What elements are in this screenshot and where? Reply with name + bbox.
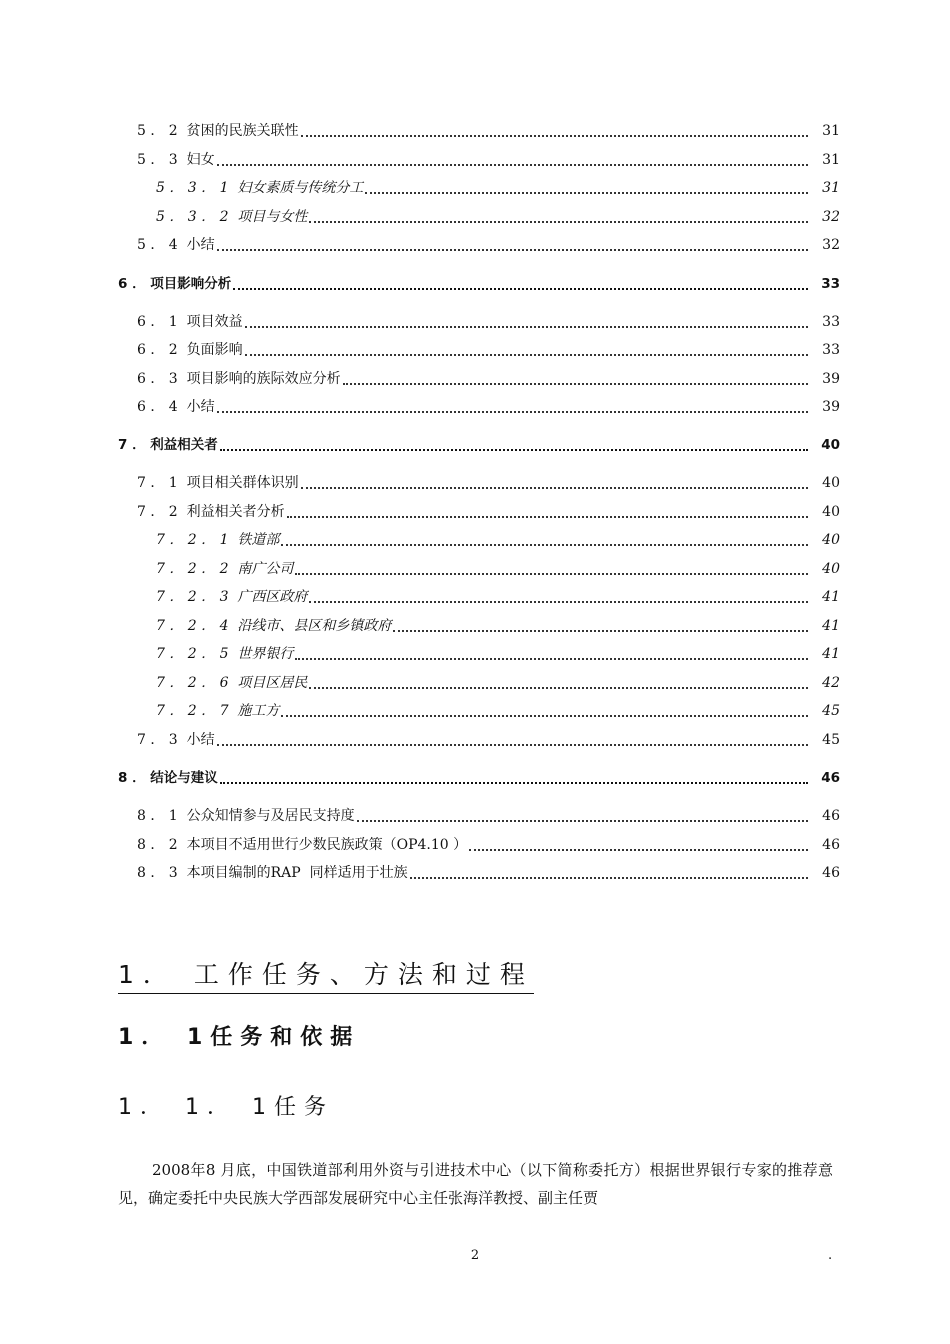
toc-entry-page: 40 [822,561,840,577]
toc-entry-page: 41 [822,589,840,605]
toc-entry-page: 31 [822,123,840,139]
toc-leader-dots [281,544,808,546]
toc-leader-dots [245,326,808,328]
toc-entry-label: 7 ． 3 小结 [137,732,215,748]
toc-entry-label: 5 ． 3 ． 2 项目与女性 [156,209,308,225]
body-paragraph: 2008年8 月底，中国铁道部利用外资与引进技术中心（以下简称委托方）根据世界银行专家的推荐意见，确定委托中央民族大学西部发展研究中心主任张海洋教授、副主任贾 [118,1161,833,1207]
toc-leader-dots [295,573,808,575]
toc-entry-page: 40 [822,532,840,548]
toc-leader-dots [233,288,808,290]
toc-leader-dots [309,601,808,603]
toc-entry-label: 6 ． 3 项目影响的族际效应分析 [137,371,341,387]
footer-dot: . [828,1248,833,1263]
toc-entry-page: 45 [822,703,840,719]
toc-entry-label: 5 ． 3 妇女 [137,152,215,168]
toc-entry-label: 7 ． 2 ． 6 项目区居民 [156,675,308,691]
toc-entry-label: 7 ． 2 ． 4 沿线市、县区和乡镇政府 [156,618,392,634]
toc-entry[interactable] [118,432,840,454]
toc-leader-dots [220,449,808,451]
toc-entry-page: 40 [821,437,840,453]
toc-entry-page: 32 [822,237,840,253]
toc-entry[interactable] [156,556,840,578]
toc-entry[interactable] [137,366,840,388]
toc-entry[interactable] [137,309,840,331]
toc-entry-page: 42 [822,675,840,691]
toc-entry-label: 7 ． 2 ． 1 铁道部 [156,532,280,548]
toc-entry-page: 31 [822,180,840,196]
toc-entry-label: 6 ． 1 项目效益 [137,314,243,330]
toc-entry-page: 32 [822,209,840,225]
toc-leader-dots [245,354,808,356]
toc-entry-label: 6 ． 项目影响分析 [118,276,232,292]
toc-entry[interactable] [137,832,840,854]
toc-entry[interactable] [118,765,840,787]
toc-entry-label: 5 ． 2 贫困的民族关联性 [137,123,299,139]
toc-entry[interactable] [137,470,840,492]
toc-entry-label: 7 ． 2 ． 5 世界银行 [156,646,294,662]
toc-leader-dots [365,192,808,194]
toc-entry-label: 7 ． 2 ． 3 广西区政府 [156,589,308,605]
toc-entry[interactable] [137,147,840,169]
toc-leader-dots [309,687,808,689]
toc-entry-page: 46 [822,837,840,853]
toc-entry-label: 8 ． 3 本项目编制的RAP 同样适用于壮族 [137,865,408,881]
toc-leader-dots [393,630,808,632]
toc-entry[interactable] [137,803,840,825]
toc-entry[interactable] [137,727,840,749]
toc-entry-label: 7 ． 2 ． 7 施工方 [156,703,280,719]
toc-entry[interactable] [137,499,840,521]
toc-entry-page: 39 [822,371,840,387]
toc-leader-dots [281,715,808,717]
toc-entry[interactable] [156,204,840,226]
toc-leader-dots [469,849,808,851]
toc-entry[interactable] [156,175,840,197]
toc-leader-dots [220,782,808,784]
toc-entry[interactable] [137,337,840,359]
toc-entry-label: 8 ． 结论与建议 [118,770,218,786]
toc-entry[interactable] [137,860,840,882]
section-heading-1: 1． 工作任务、方法和过程 [118,955,534,994]
toc-entry[interactable] [156,527,840,549]
section-heading-1-1-1: 1． 1． 1任务 [118,1095,334,1120]
toc-entry-label: 7 ． 利益相关者 [118,437,218,453]
toc-entry-page: 41 [822,646,840,662]
toc-entry-page: 31 [822,152,840,168]
toc-entry[interactable] [118,271,840,293]
toc-leader-dots [217,411,808,413]
toc-entry-label: 5 ． 4 小结 [137,237,215,253]
toc-entry-page: 46 [822,808,840,824]
toc-entry-page: 40 [822,475,840,491]
toc-entry-page: 33 [821,276,840,292]
toc-entry[interactable] [156,670,840,692]
toc-leader-dots [309,221,808,223]
toc-entry-page: 46 [821,770,840,786]
toc-entry-label: 7 ． 2 ． 2 南广公司 [156,561,294,577]
page-number: 2 [470,1248,480,1263]
toc-leader-dots [410,877,808,879]
toc-entry[interactable] [156,698,840,720]
toc-entry-page: 40 [822,504,840,520]
toc-entry-page: 33 [822,314,840,330]
toc-entry[interactable] [137,118,840,140]
toc-leader-dots [343,383,808,385]
toc-entry[interactable] [137,394,840,416]
toc-entry-page: 39 [822,399,840,415]
toc-leader-dots [217,164,808,166]
toc-entry-label: 8 ． 2 本项目不适用世行少数民族政策（OP4.10 ） [137,837,468,853]
toc-entry-label: 8 ． 1 公众知情参与及居民支持度 [137,808,355,824]
toc-leader-dots [217,744,808,746]
toc-leader-dots [217,249,808,251]
toc-entry-label: 7 ． 1 项目相关群体识别 [137,475,299,491]
toc-entry-page: 33 [822,342,840,358]
toc-entry[interactable] [156,584,840,606]
toc-entry[interactable] [156,641,840,663]
toc-leader-dots [301,487,808,489]
toc-entry-label: 6 ． 4 小结 [137,399,215,415]
toc-entry-page: 41 [822,618,840,634]
toc-entry[interactable] [137,232,840,254]
section-heading-1-1: 1． 1任务和依据 [118,1025,361,1050]
toc-entry[interactable] [156,613,840,635]
toc-entry-label: 6 ． 2 负面影响 [137,342,243,358]
toc-leader-dots [357,820,808,822]
toc-entry-page: 46 [822,865,840,881]
toc-leader-dots [295,658,808,660]
toc-leader-dots [301,135,808,137]
toc-entry-page: 45 [822,732,840,748]
toc-entry-label: 5 ． 3 ． 1 妇女素质与传统分工 [156,180,364,196]
toc-leader-dots [287,516,808,518]
toc-entry-label: 7 ． 2 利益相关者分析 [137,504,285,520]
